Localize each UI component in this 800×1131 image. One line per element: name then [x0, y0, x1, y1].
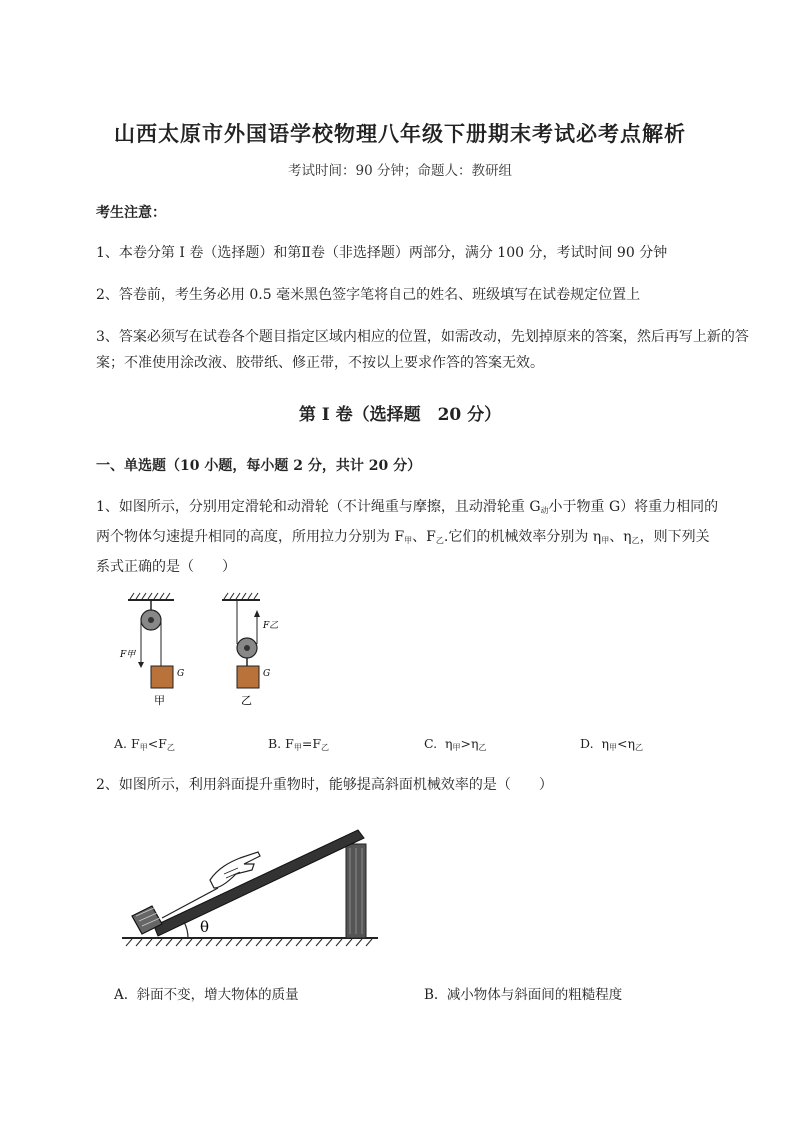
label-f-jia: F甲 [120, 650, 136, 660]
question-1-line-2: 两个物体匀速提升相同的高度，所用拉力分别为 $F_甲$、$F_乙$.它们的机械效率分别为 $\eta_甲$、$\eta_乙$，则下列关 [96, 529, 710, 545]
angle-label: θ [200, 918, 210, 936]
question-1 [96, 494, 756, 580]
notice-heading: 考生注意： [96, 205, 166, 221]
page-title: 山西太原市外国语学校物理八年级下册期末考试必考点解析 [114, 121, 686, 146]
label-g-yi: G [263, 669, 271, 679]
caption-jia: 甲 [154, 694, 165, 707]
pulley-figure [110, 592, 300, 714]
notice-item-1: 1、本卷分第 I 卷（选择题）和第Ⅱ卷（非选择题）两部分，满分 100 分，考试时间 90 分钟 [96, 245, 668, 261]
notice-item-3: 3、答案必须写在试卷各个题目指定区域内相应的位置，如需改动，先划掉原来的答案，然后再写上新的答案；不准使用涂改液、胶带纸、修正带，不按以上要求作答的答案无效。 [96, 329, 749, 371]
caption-yi: 乙 [241, 694, 252, 707]
q2-option-a[interactable]: A. 斜面不变，增大物体的质量 [114, 987, 299, 1003]
exam-meta: 考试时间：90 分钟；命题人：教研组 [288, 163, 512, 179]
section-title: 第 I 卷（选择题 20 分） [298, 405, 502, 425]
q2-option-b[interactable]: B. 减小物体与斜面间的粗糙程度 [424, 987, 623, 1003]
weight-block-jia [151, 666, 173, 688]
weight-block-yi [237, 666, 259, 688]
incline-board [154, 830, 364, 936]
incline-figure [118, 818, 384, 950]
label-g-jia: G [177, 669, 185, 679]
q1-option-c[interactable]: C. $\eta_甲>\eta_乙$ [424, 736, 487, 752]
q1-option-b[interactable]: B. $F_甲=F_乙$ [268, 736, 329, 752]
label-f-yi: F乙 [263, 621, 279, 631]
notice-item-2: 2、答卷前，考生务必用 0.5 毫米黑色签字笔将自己的姓名、班级填写在试卷规定位置上 [96, 287, 641, 303]
q1-option-a[interactable]: A. $F_甲<F_乙$ [114, 736, 175, 752]
question-1-line-3: 系式正确的是（ ） [96, 559, 236, 575]
q1-option-d[interactable]: D. $\eta_甲<\eta_乙$ [580, 736, 643, 752]
question-2: 2、如图所示，利用斜面提升重物时，能够提高斜面机械效率的是（ ） [96, 777, 553, 793]
part-heading: 一、单选题（10 小题，每小题 2 分，共计 20 分） [96, 458, 422, 474]
question-1-line-1: 1、如图所示，分别用定滑轮和动滑轮（不计绳重与摩擦，且动滑轮重 $G_动$小于物重 G）将重力相同的 [96, 499, 719, 515]
